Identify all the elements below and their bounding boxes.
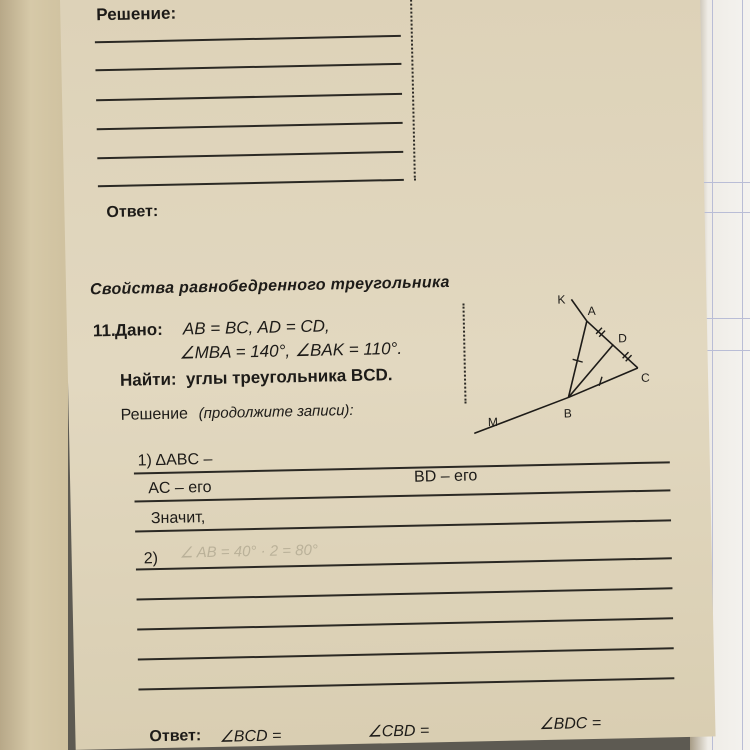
grid-line: [742, 0, 743, 750]
answer-bdc: ∠BDC =: [539, 714, 602, 734]
answer-line: [97, 151, 403, 159]
problem-number: 11.: [92, 320, 116, 341]
answer-line: [137, 617, 673, 630]
find-label: Найти:: [119, 369, 177, 390]
top-solution-label: Решение:: [96, 3, 177, 25]
answer-cbd: ∠CBD =: [367, 722, 430, 741]
answer-line: [134, 461, 670, 474]
bd-text: BD – его: [413, 467, 478, 486]
step-2: 2): [143, 550, 159, 568]
faint-handwriting: ∠ AB = 40° · 2 = 80°: [179, 541, 319, 562]
answer-line: [95, 63, 401, 71]
step-1: 1) ΔABC –: [137, 450, 213, 470]
answer-line: [97, 122, 403, 130]
given-line-2: ∠MBA = 140°, ∠BAK = 110°.: [179, 338, 403, 363]
segment-bc: [568, 368, 639, 397]
answer-line: [134, 489, 670, 502]
triangle-diagram: [471, 287, 674, 441]
label-m: M: [487, 414, 499, 430]
workbook-spine: [0, 0, 68, 750]
answer-line: [96, 93, 402, 101]
dotted-separator: [462, 304, 466, 404]
answer-line: [135, 519, 671, 532]
ray-ak: [571, 299, 586, 321]
given-line-1: AB = BC, AD = CD,: [182, 316, 330, 339]
solution-label: Решение: [120, 405, 189, 424]
ac-text: AC – его: [148, 478, 212, 498]
therefore-text: Значит,: [150, 509, 206, 528]
top-answer-label: Ответ:: [106, 202, 159, 222]
find-text: углы треугольника BCD.: [185, 365, 393, 389]
dotted-separator: [410, 0, 416, 181]
label-k: K: [557, 292, 566, 307]
answer-bcd: ∠BCD =: [219, 727, 282, 746]
given-label: Дано:: [114, 319, 164, 340]
workbook-page: [60, 0, 716, 750]
answer-line: [137, 587, 673, 600]
label-d: D: [618, 331, 628, 346]
section-title: Свойства равнобедренного треугольника: [89, 273, 450, 299]
answer-line: [138, 647, 674, 660]
answer-label: Ответ:: [149, 727, 202, 746]
answer-line: [138, 677, 674, 690]
answer-line: [95, 35, 401, 43]
label-b: B: [563, 406, 572, 421]
answer-line: [98, 179, 404, 187]
label-a: A: [587, 303, 596, 319]
label-c: C: [640, 370, 650, 385]
solution-hint: (продолжите записи):: [198, 401, 354, 423]
